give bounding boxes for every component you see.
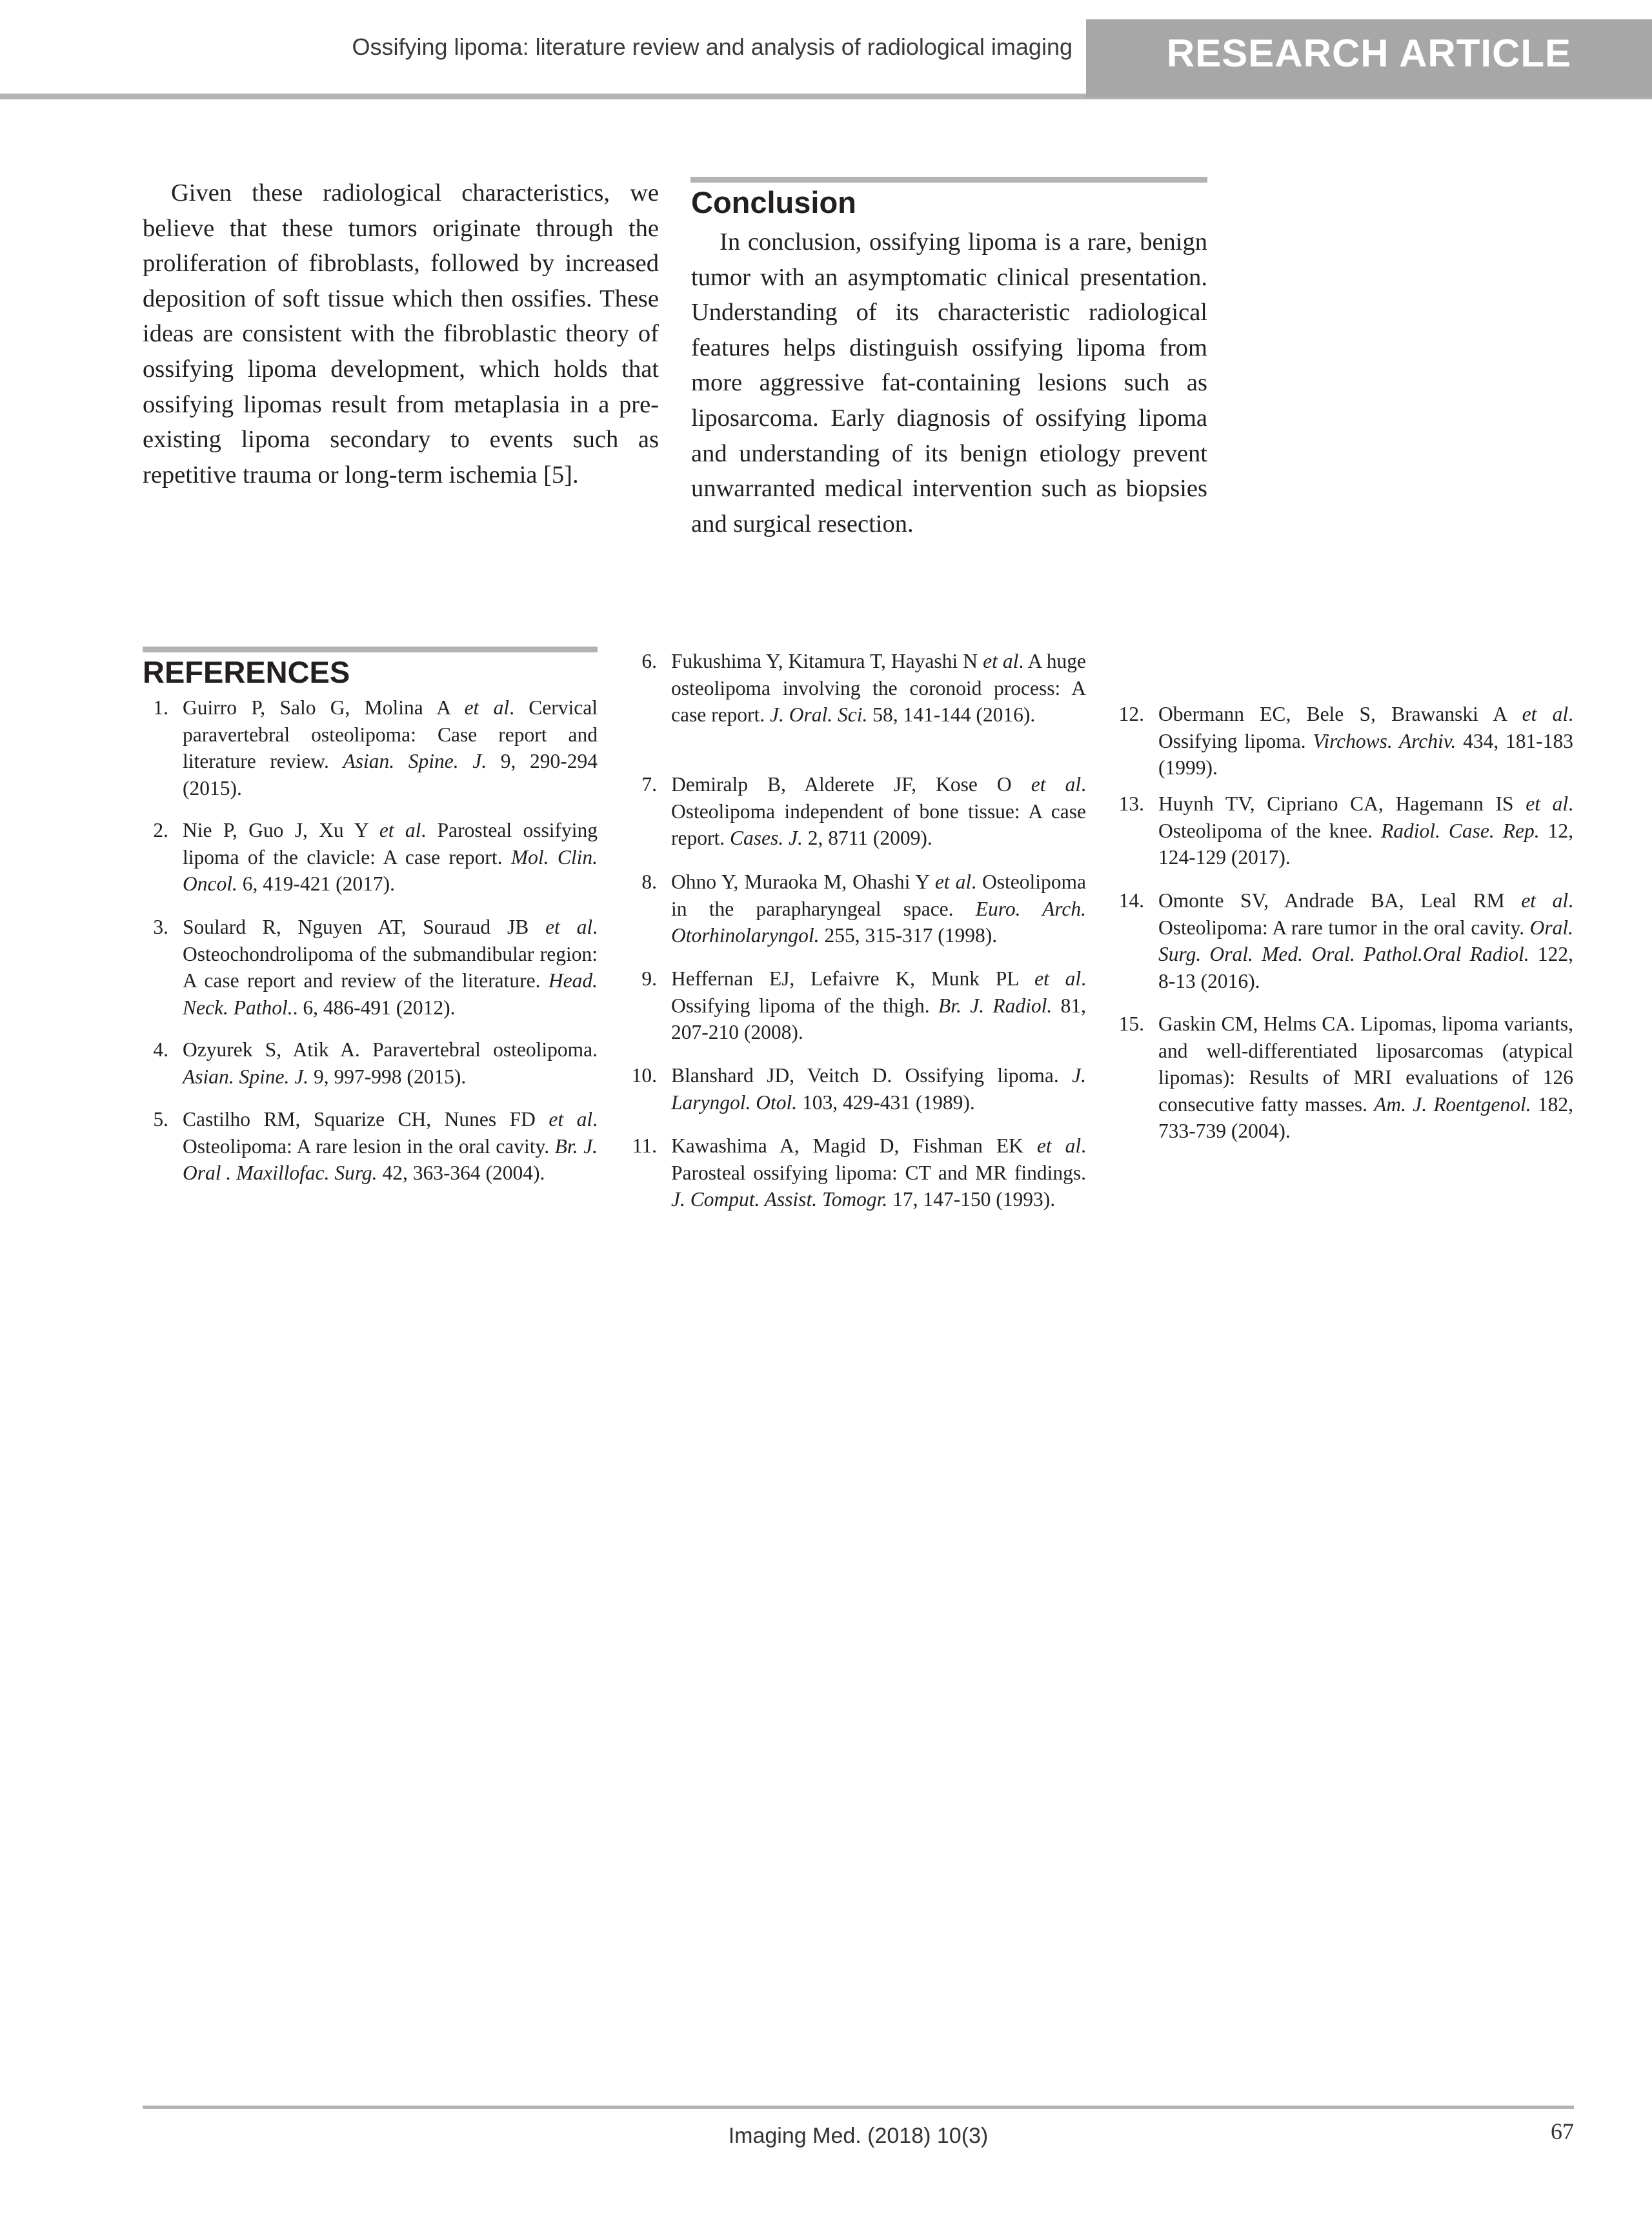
references-rule [143, 647, 598, 652]
reference-title: . Cervical paravertebral osteolipoma: Case report and literature review. [183, 696, 598, 772]
reference-text [1158, 887, 1573, 994]
reference-number: 8. [641, 870, 657, 893]
footer-journal-citation: Imaging Med. (2018) 10(3) [728, 2124, 989, 2148]
reference-number: 9. [641, 967, 657, 990]
reference-journal: J. Laryngol. Otol. [671, 1064, 1086, 1114]
body-paragraph: Given these radiological characteristics, we believe that these tumors originate through the proliferation of fibroblasts, followed by increased deposition of soft tissue which then ossifies. These ideas are consistent with the fibroblastic theory of ossifying lipoma development, which holds that ossifying lipomas result from metaplasia in a pre-existing lipoma secondary to events such as repetitive trauma or long-term ischemia [5]. [143, 179, 659, 488]
reference-details: 182, 733-739 (2004). [1158, 1092, 1573, 1142]
reference-authors: Ohno Y, Muraoka M, Ohashi Y [671, 870, 935, 893]
reference-journal: J. Oral. Sci. [770, 703, 868, 726]
reference-journal: Mol. Clin. Oncol. [183, 845, 598, 895]
reference-authors: Guirro P, Salo G, Molina A [183, 696, 465, 719]
page-number: 67 [1551, 2118, 1574, 2144]
reference-item [641, 965, 1086, 1046]
reference-et-al: et al [1521, 889, 1569, 912]
reference-journal: Asian. Spine. J. [183, 1065, 309, 1088]
conclusion-rule [690, 177, 1207, 183]
reference-details: 9, 997-998 (2015). [308, 1065, 467, 1088]
reference-item [631, 1062, 1086, 1116]
reference-journal: J. Comput. Assist. Tomogr. [671, 1188, 888, 1211]
reference-text [671, 869, 1086, 949]
reference-title: . Parosteal ossifying lipoma of the clavicle: A case report. [183, 819, 598, 869]
reference-authors: Castilho RM, Squarize CH, Nunes FD [183, 1108, 549, 1131]
conclusion-paragraph: In conclusion, ossifying lipoma is a rare, benign tumor with an asymptomatic clinical presentation. Understanding of its characteristic radiological features helps distinguish ossifying lipoma from more aggressive fat-containing lesions such as liposarcoma. Early diagnosis of ossifying lipoma and understanding of its benign etiology prevent unwarranted medical intervention such as biopsies and surgical resection. [691, 228, 1207, 538]
reference-item [641, 648, 1086, 729]
reference-text [671, 1132, 1086, 1213]
reference-text [671, 771, 1086, 852]
reference-authors: Gaskin CM, Helms CA. Lipomas, lipoma variants, and well-differentiated liposarcomas (atypical lipomas): Results of MRI evaluations of 126 consecutive fatty masses. [1158, 1012, 1573, 1116]
reference-number: 2. [153, 819, 168, 841]
reference-et-al: et al [379, 819, 421, 841]
reference-text [671, 1062, 1086, 1116]
reference-item [641, 771, 1086, 852]
reference-et-al: et al [549, 1108, 593, 1131]
reference-number: 6. [641, 650, 657, 672]
reference-details: 81, 207-210 (2008). [671, 994, 1086, 1043]
reference-title: . Osteolipoma: A rare lesion in the oral cavity. [183, 1108, 598, 1158]
reference-text [1158, 1011, 1573, 1145]
reference-item [1118, 790, 1573, 871]
reference-number: 12. [1118, 703, 1144, 725]
reference-text [183, 694, 598, 801]
reference-number: 7. [641, 773, 657, 796]
reference-item [1118, 1011, 1573, 1145]
reference-authors: Huynh TV, Cipriano CA, Hagemann IS [1158, 792, 1526, 815]
reference-et-al: et al [545, 916, 593, 938]
reference-journal: Br. J. Radiol. [938, 994, 1053, 1017]
reference-number: 3. [153, 916, 168, 938]
reference-authors: Heffernan EJ, Lefaivre K, Munk PL [671, 967, 1035, 990]
reference-text [183, 1106, 598, 1187]
reference-et-al: et al [464, 696, 510, 719]
reference-et-al: et al [1031, 773, 1082, 796]
reference-number: 13. [1118, 792, 1144, 815]
section-label: RESEARCH ARTICLE [1166, 32, 1572, 75]
reference-details: 58, 141-144 (2016). [867, 703, 1036, 726]
conclusion-heading: Conclusion [691, 185, 856, 219]
reference-text [1158, 790, 1573, 871]
reference-item [1118, 887, 1574, 994]
reference-text [183, 817, 598, 898]
footer-rule [143, 2106, 1574, 2109]
reference-journal: Euro. Arch. Otorhinolaryngol. [671, 897, 1087, 947]
reference-details: . 6, 486-491 (2012). [292, 996, 456, 1019]
reference-authors: Omonte SV, Andrade BA, Leal RM [1158, 889, 1522, 912]
reference-details: 103, 429-431 (1989). [797, 1091, 975, 1114]
reference-title: . A huge osteolipoma involving the coronoid process: A case report. [671, 650, 1086, 726]
reference-authors: Kawashima A, Magid D, Fishman EK [671, 1134, 1037, 1157]
reference-authors: Nie P, Guo J, Xu Y [183, 819, 379, 841]
reference-number: 4. [153, 1038, 168, 1061]
reference-authors: Soulard R, Nguyen AT, Souraud JB [183, 916, 546, 938]
reference-authors: Blanshard JD, Veitch D. Ossifying lipoma. [671, 1064, 1073, 1087]
reference-et-al: et al [1522, 703, 1569, 725]
references-heading: REFERENCES [143, 655, 350, 689]
reference-title: . Osteolipoma of the knee. [1158, 792, 1573, 842]
reference-title: . Osteolipoma independent of bone tissue: A case report. [671, 773, 1086, 849]
reference-et-al: et al [983, 650, 1019, 672]
reference-et-al: et al [1526, 792, 1569, 815]
reference-item [153, 1036, 598, 1090]
reference-title: . Ossifying lipoma. [1158, 703, 1573, 752]
reference-details: 12, 124-129 (2017). [1158, 819, 1573, 869]
reference-item [1118, 701, 1573, 781]
reference-authors: Demiralp B, Alderete JF, Kose O [671, 773, 1031, 796]
reference-title: . Parosteal ossifying lipoma: CT and MR findings. [671, 1134, 1086, 1184]
reference-item [153, 694, 598, 801]
reference-title: . Osteolipoma: A rare tumor in the oral cavity. [1158, 889, 1573, 939]
reference-details: 42, 363-364 (2004). [377, 1162, 545, 1184]
reference-details: 6, 419-421 (2017). [237, 872, 395, 895]
reference-title: . Ossifying lipoma of the thigh. [671, 967, 1086, 1017]
reference-number: 14. [1118, 889, 1144, 912]
reference-details: 9, 290-294 (2015). [183, 750, 598, 800]
reference-number: 15. [1118, 1012, 1144, 1035]
reference-text [671, 648, 1086, 729]
reference-item [632, 1132, 1086, 1213]
reference-authors: Ozyurek S, Atik A. Paravertebral osteolipoma. [183, 1038, 598, 1061]
reference-item [153, 817, 598, 898]
running-title: Ossifying lipoma: literature review and analysis of radiological imaging [352, 34, 1073, 60]
reference-authors: Obermann EC, Bele S, Brawanski A [1158, 703, 1522, 725]
reference-journal: Cases. J. [729, 827, 803, 849]
reference-journal: Br. J. Oral . Maxillofac. Surg. [183, 1134, 598, 1184]
reference-et-al: et al [1036, 1134, 1082, 1157]
reference-et-al: et al [934, 870, 972, 893]
reference-item [153, 1106, 598, 1187]
reference-number: 5. [153, 1108, 168, 1131]
reference-journal: Head. Neck. Pathol. [183, 969, 598, 1019]
reference-number: 11. [632, 1134, 657, 1157]
reference-item [641, 869, 1087, 949]
reference-item [153, 914, 598, 1021]
reference-number: 1. [153, 696, 168, 719]
reference-number: 10. [631, 1064, 657, 1087]
reference-journal: Radiol. Case. Rep. [1381, 819, 1540, 842]
reference-journal: Oral. Surg. Oral. Med. Oral. Pathol.Oral Radiol. [1158, 916, 1573, 965]
reference-title: . Osteochondrolipoma of the submandibular region: A case report and review of the literature. [183, 916, 598, 992]
reference-journal: Asian. Spine. J. [343, 750, 487, 772]
reference-journal: Am. J. Roentgenol. [1374, 1092, 1531, 1116]
reference-details: 17, 147-150 (1993). [887, 1188, 1056, 1211]
reference-text [1158, 701, 1573, 781]
reference-details: 255, 315-317 (1998). [819, 924, 998, 947]
reference-text [671, 965, 1086, 1046]
reference-journal: Virchows. Archiv. [1313, 729, 1456, 752]
reference-details: 434, 181-183 (1999). [1158, 729, 1573, 779]
reference-details: 122, 8-13 (2016). [1158, 943, 1574, 992]
reference-et-al: et al [1034, 967, 1082, 990]
reference-title: . Osteolipoma in the parapharyngeal space. [671, 870, 1086, 920]
reference-text [183, 914, 598, 1021]
reference-text [183, 1036, 598, 1090]
reference-authors: Fukushima Y, Kitamura T, Hayashi N [671, 650, 983, 672]
reference-details: 2, 8711 (2009). [802, 827, 932, 849]
